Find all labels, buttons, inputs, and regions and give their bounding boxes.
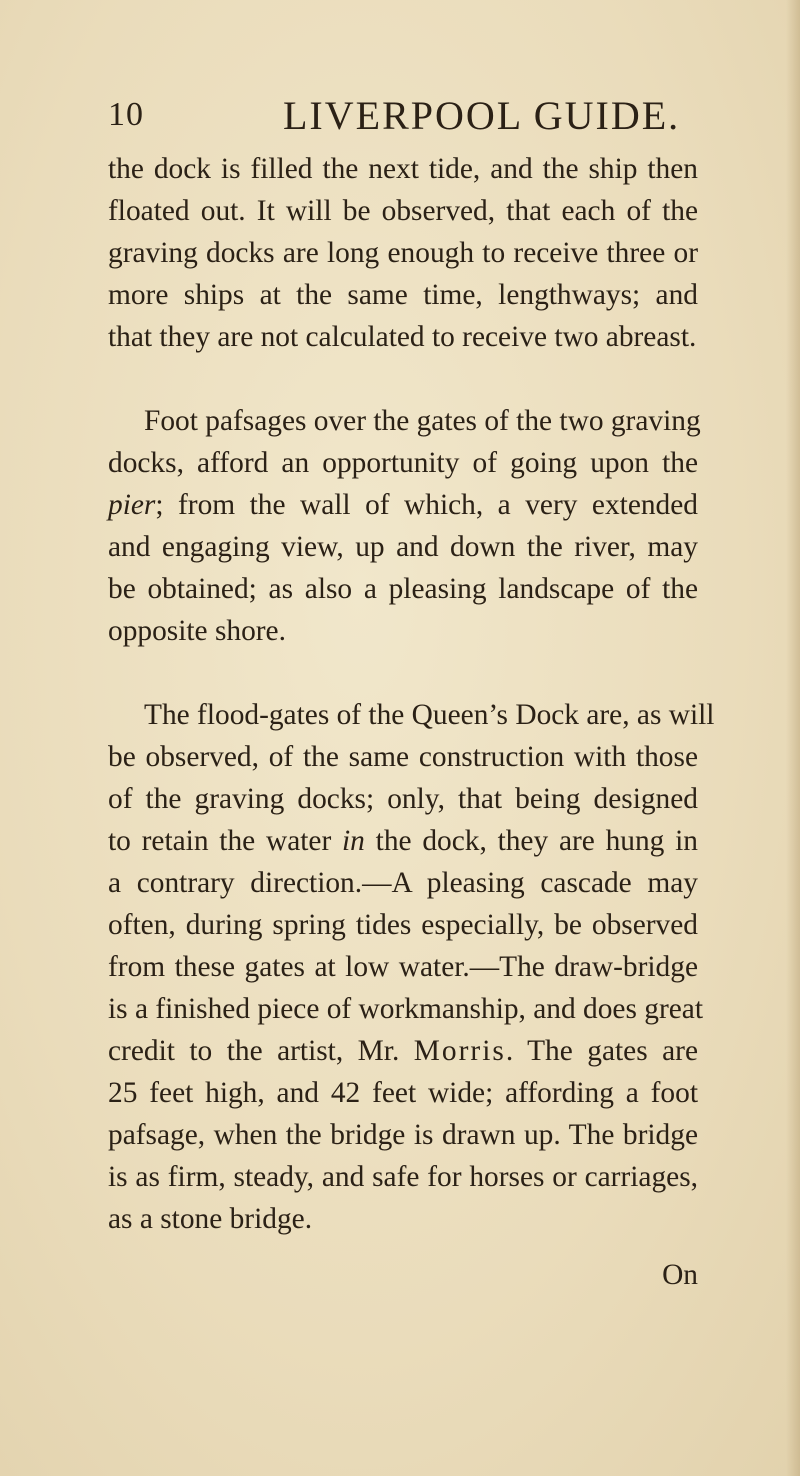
- text-line: [108, 484, 698, 526]
- text-run: . The gates are: [505, 1035, 699, 1067]
- text-line: [108, 1030, 698, 1072]
- text-line: is as firm, steady, and safe for horses or carriages,: [108, 1161, 698, 1193]
- paragraph-2: [108, 400, 701, 652]
- text-line: floated out. It will be observed, that each of the: [108, 195, 698, 227]
- paragraph-1: [108, 148, 698, 358]
- italic-word: pier: [108, 489, 156, 521]
- text-line: opposite shore.: [108, 615, 286, 647]
- text-line: more ships at the same time, lengthways; and: [108, 279, 698, 311]
- text-line: pafsage, when the bridge is drawn up. The bridge: [108, 1119, 698, 1151]
- text-line: The flood-gates of the Queen’s Dock are, as will: [144, 699, 715, 731]
- paragraph-3: [108, 694, 715, 1240]
- text-line: a contrary direction.—A pleasing cascade may: [108, 867, 698, 899]
- text-line: be obtained; as also a pleasing landscape of the: [108, 573, 698, 605]
- text-run: the dock, they are hung in: [364, 825, 698, 857]
- text-line: be observed, of the same construction with those: [108, 741, 698, 773]
- text-line: docks, afford an opportunity of going upon the: [108, 447, 698, 479]
- small-caps-name: Morris: [413, 1035, 506, 1067]
- text-line: the dock is filled the next tide, and the ship then: [108, 153, 698, 185]
- text-line: is a finished piece of workmanship, and does great: [108, 993, 703, 1025]
- text-run: ; from the wall of which, a very extended: [155, 489, 698, 521]
- text-run: credit to the artist, Mr.: [108, 1035, 414, 1067]
- catchword: On: [662, 1259, 698, 1291]
- body-text: [108, 148, 715, 1296]
- page-number: 10: [108, 96, 144, 133]
- text-line: and engaging view, up and down the river, may: [108, 531, 698, 563]
- running-head: [108, 92, 708, 142]
- text-line: 25 feet high, and 42 feet wide; affording a foot: [108, 1077, 698, 1109]
- text-line: of the graving docks; only, that being designed: [108, 783, 698, 815]
- text-line: as a stone bridge.: [108, 1203, 313, 1235]
- text-line: from these gates at low water.—The draw-bridge: [108, 951, 698, 983]
- text-run: to retain the water: [108, 825, 343, 857]
- text-line: often, during spring tides especially, be observed: [108, 909, 698, 941]
- italic-word: in: [342, 825, 365, 857]
- text-line: graving docks are long enough to receive three or: [108, 237, 698, 269]
- text-line: Foot pafsages over the gates of the two graving: [144, 405, 701, 437]
- page-edge-shadow: [786, 0, 800, 1476]
- running-title: LIVERPOOL GUIDE.: [283, 93, 681, 138]
- text-line: that they are not calculated to receive two abreast.: [108, 321, 697, 353]
- text-line: [108, 820, 698, 862]
